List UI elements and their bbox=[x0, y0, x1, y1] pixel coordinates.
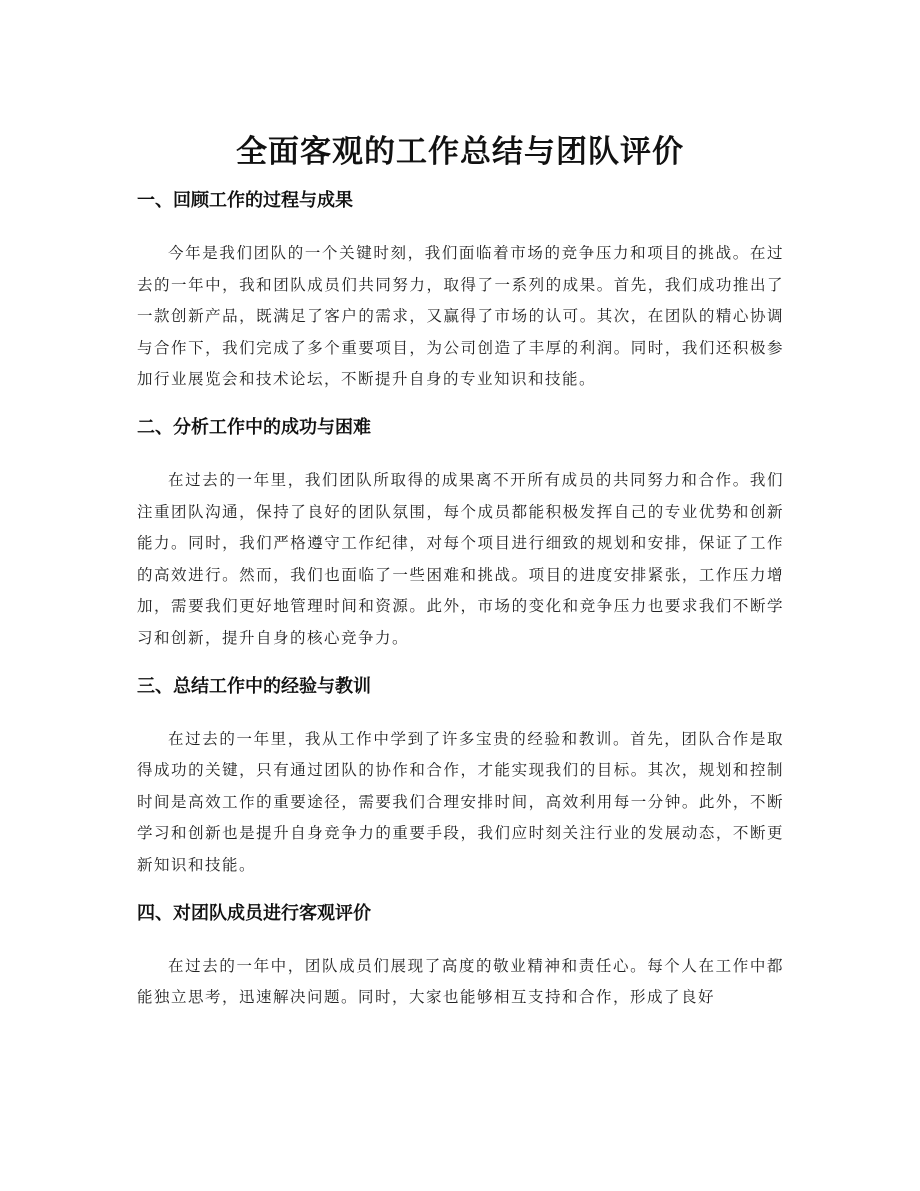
section-heading-1: 一、回顾工作的过程与成果 bbox=[137, 190, 353, 211]
document-title: 全面客观的工作总结与团队评价 bbox=[236, 133, 684, 170]
section-heading-2: 二、分析工作中的成功与困难 bbox=[137, 416, 371, 438]
section-body-1: 今年是我们团队的一个关键时刻，我们面临着市场的竞争压力和项目的挑战。在过去的一年中，我和团队成员们共同努力，取得了一系列的成果。首先，我们成功推出了一款创新产品，既满足了客户的需求，又赢得了市场的认可。其次，在团队的精心协调与合作下，我们完成了多个重要项目，为公司创造了丰厚的利润。同时，我们还积极参加行业展览会和技术论坛，不断提升自身的专业知识和技能。 bbox=[137, 244, 784, 389]
document-content bbox=[137, 181, 784, 1014]
section-heading-3: 三、总结工作中的经验与教训 bbox=[137, 675, 371, 697]
section-body-3: 在过去的一年里，我从工作中学到了许多宝贵的经验和教训。首先，团队合作是取得成功的关键，只有通过团队的协作和合作，才能实现我们的目标。其次，规划和控制时间是高效工作的重要途径，需要我们合理安排时间，高效利用每一分钟。此外，不断学习和创新也是提升自身竞争力的重要手段，我们应时刻关注行业的发展动态，不断更新知识和技能。 bbox=[137, 729, 784, 874]
section-body-4: 在过去的一年中，团队成员们展现了高度的敬业精神和责任心。每个人在工作中都能独立思考，迅速解决问题。同时，大家也能够相互支持和合作，形成了良好 bbox=[137, 956, 784, 1007]
section-heading-4: 四、对团队成员进行客观评价 bbox=[137, 902, 371, 924]
section-body-2: 在过去的一年里，我们团队所取得的成果离不开所有成员的共同努力和合作。我们注重团队沟通，保持了良好的团队氛围，每个成员都能积极发挥自己的专业优势和创新能力。同时，我们严格遵守工作纪律，对每个项目进行细致的规划和安排，保证了工作的高效进行。然而，我们也面临了一些困难和挑战。项目的进度安排紧张，工作压力增加，需要我们更好地管理时间和资源。此外，市场的变化和竞争压力也要求我们不断学习和创新，提升自身的核心竞争力。 bbox=[137, 470, 784, 647]
